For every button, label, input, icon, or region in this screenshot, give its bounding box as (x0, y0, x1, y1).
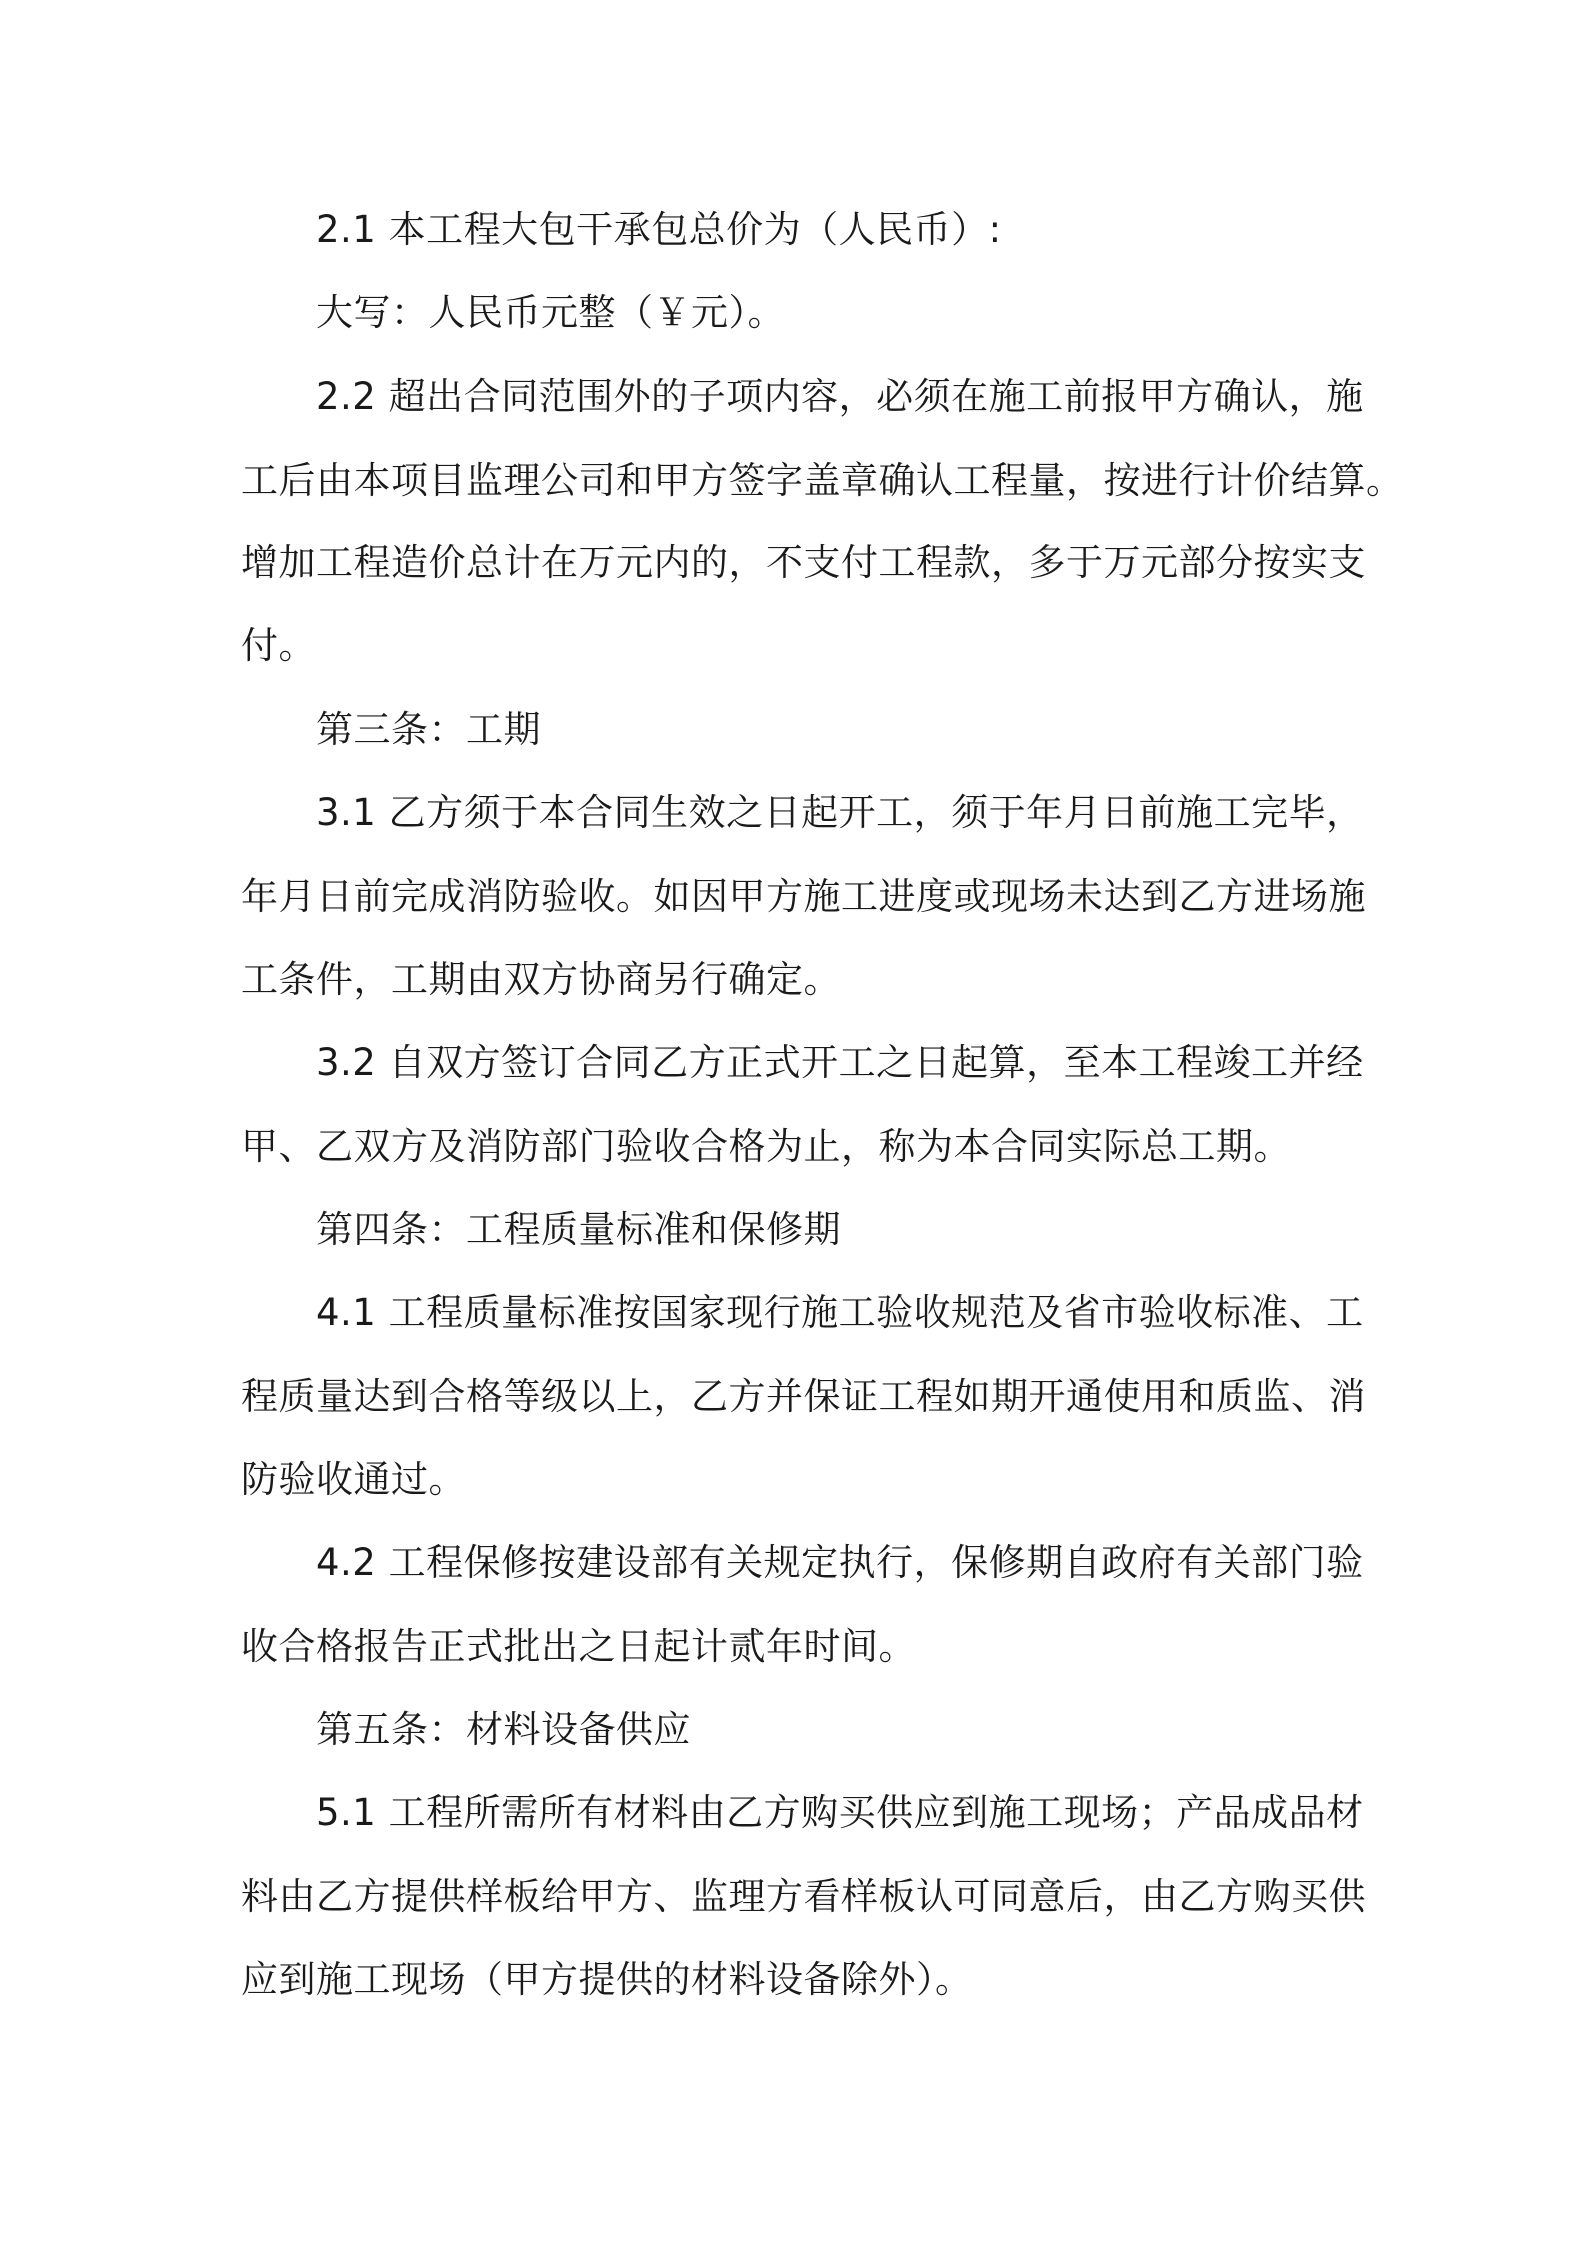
clause-2-2-line-1: 2.2 超出合同范围外的子项内容，必须在施工前报甲方确认，施 (316, 375, 1364, 418)
clause-4-1-line-1: 4.1 工程质量标准按国家现行施工验收规范及省市验收标准、工 (316, 1291, 1364, 1334)
clause-2-1: 2.1 本工程大包干承包总价为（人民币）: (316, 208, 1002, 251)
clause-4-2-line-2: 收合格报告正式批出之日起计贰年时间。 (241, 1625, 916, 1668)
clause-5-1-line-2: 料由乙方提供样板给甲方、监理方看样板认可同意后，由乙方购买供 (241, 1875, 1366, 1918)
clause-4-1-line-2: 程质量达到合格等级以上，乙方并保证工程如期开通使用和质监、消 (241, 1375, 1366, 1418)
clause-3-2-line-2: 甲、乙双方及消防部门验收合格为止，称为本合同实际总工期。 (241, 1125, 1291, 1168)
clause-3-1-line-1: 3.1 乙方须于本合同生效之日起开工，须于年月日前施工完毕， (316, 791, 1364, 834)
clause-4-2-line-1: 4.2 工程保修按建设部有关规定执行，保修期自政府有关部门验 (316, 1541, 1364, 1584)
clause-2-2-line-4: 付。 (241, 624, 316, 667)
clause-3-1-line-2: 年月日前完成消防验收。如因甲方施工进度或现场未达到乙方进场施 (241, 875, 1366, 918)
clause-5-1-line-1: 5.1 工程所需所有材料由乙方购买供应到施工现场；产品成品材 (316, 1791, 1364, 1834)
clause-3-1-line-3: 工条件，工期由双方协商另行确定。 (241, 958, 841, 1001)
clause-5-1-line-3: 应到施工现场（甲方提供的材料设备除外）。 (241, 1958, 973, 2001)
clause-4-1-line-3: 防验收通过。 (241, 1458, 466, 1501)
article-3-heading: 第三条：工期 (316, 708, 541, 751)
clause-2-2-line-2: 工后由本项目监理公司和甲方签字盖章确认工程量，按进行计价结算。 (241, 459, 1404, 502)
clause-3-2-line-1: 3.2 自双方签订合同乙方正式开工之日起算，至本工程竣工并经 (316, 1041, 1364, 1084)
article-4-heading: 第四条：工程质量标准和保修期 (316, 1208, 841, 1251)
clause-2-2-line-3: 增加工程造价总计在万元内的，不支付工程款，多于万元部分按实支 (241, 541, 1366, 584)
article-5-heading: 第五条：材料设备供应 (316, 1708, 691, 1751)
amount-in-words: 大写：人民币元整（￥元）。 (316, 291, 785, 334)
